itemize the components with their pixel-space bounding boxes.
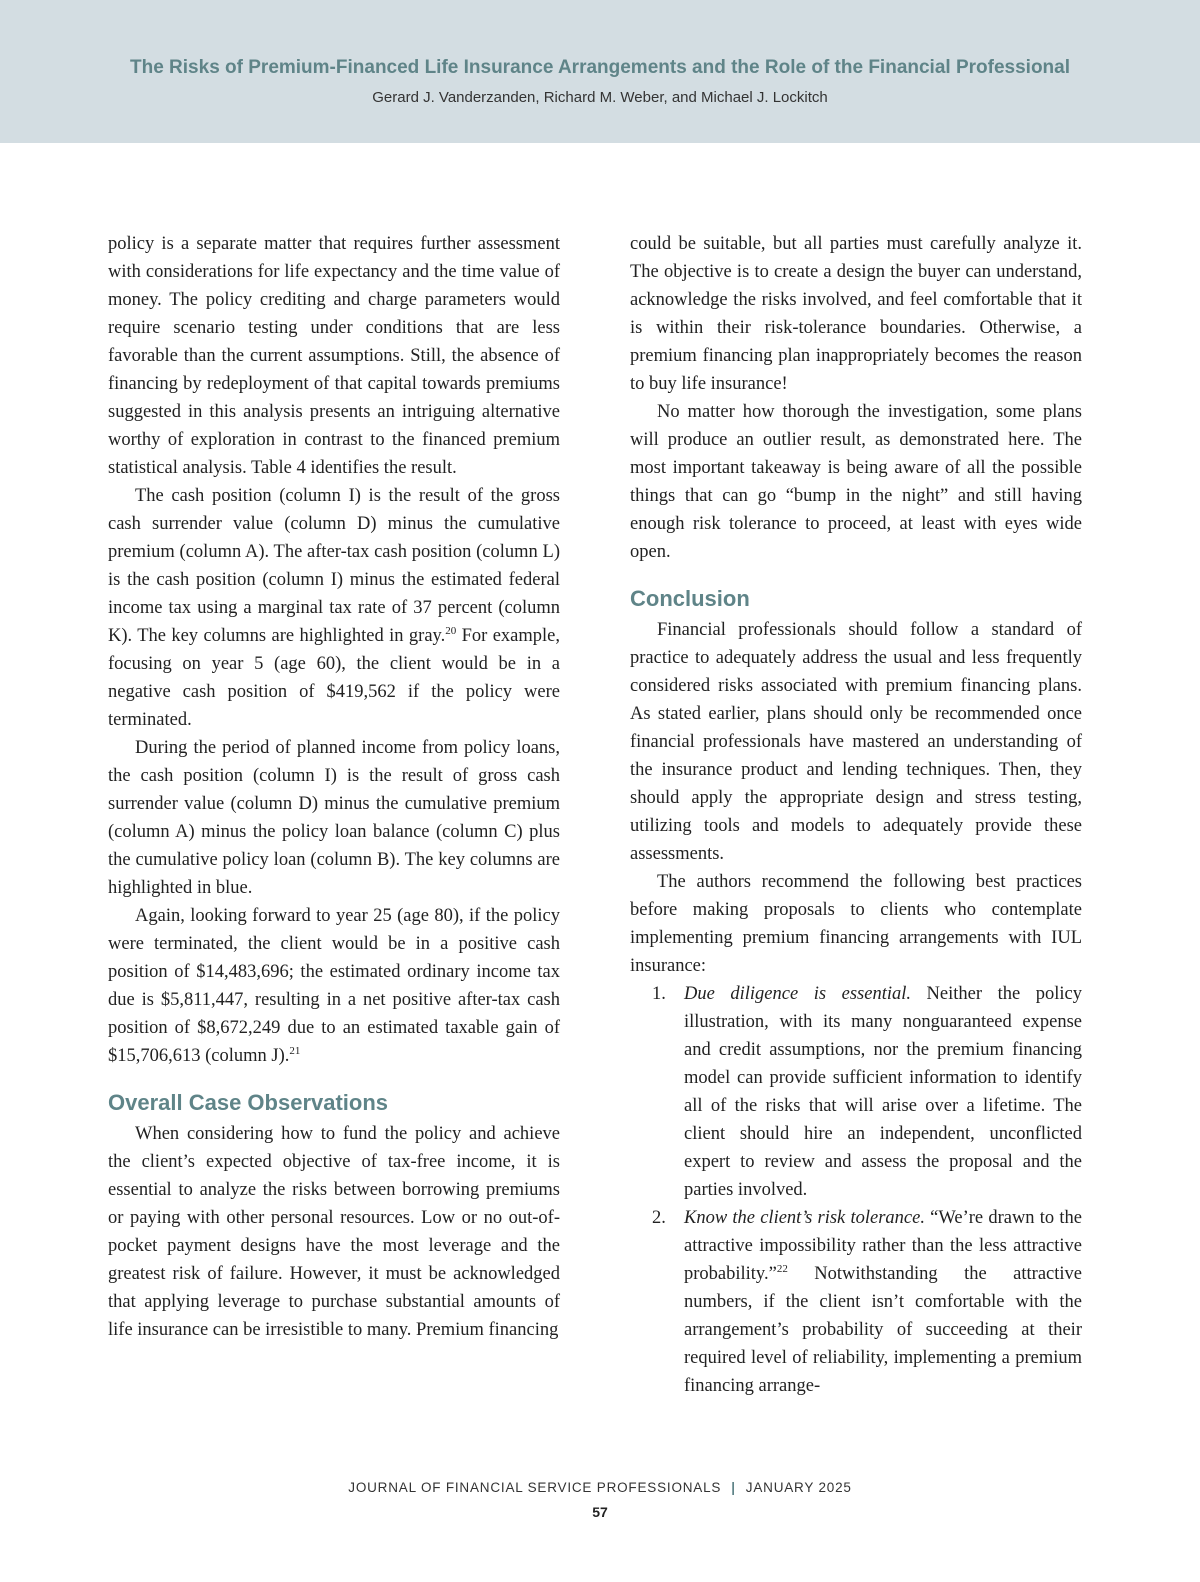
- left-column: [108, 230, 560, 1344]
- article-title: The Risks of Premium-Financed Life Insurance Arrangements and the Role of the Financial Professional: [130, 57, 1070, 78]
- body-paragraph: could be suitable, but all parties must carefully analyze it. The objective is to create a design the buyer can understand, acknowledge the risks involved, and feel comfortable that it is within their risk-tolerance boundaries. Otherwise, a premium financing plan inappropriately becomes the reason to buy life insurance!: [630, 234, 1082, 394]
- footer-separator: |: [731, 1480, 736, 1495]
- body-paragraph: No matter how thorough the investigation, some plans will produce an outlier result, as demonstrated here. The most important takeaway is being aware of all the possible things that can go “bump in the night” and still having enough risk tolerance to proceed, at least with eyes wide open.: [630, 402, 1082, 562]
- article-authors: Gerard J. Vanderzanden, Richard M. Weber, and Michael J. Lockitch: [372, 89, 828, 106]
- list-item: 1. Due diligence is essential. Neither the policy illustration, with its many nonguaranteed expense and credit assumptions, nor the premium financing model can provide sufficient information to identify all of the risks that will arise over a lifetime. The client should hire an independent, unconflicted expert to review and assess the proposal and the parties involved.: [652, 984, 1082, 1200]
- recommendations-list: [630, 980, 1082, 1400]
- footnote-ref: 21: [289, 1044, 301, 1057]
- body-paragraph: When considering how to fund the policy and achieve the client’s expected objective of tax-free income, it is essential to analyze the risks between borrowing premiums or paying with other personal resources. Low or no out-of-pocket payment designs have the most leverage and the greatest risk of failure. However, it must be acknowledged that applying leverage to purchase substantial amounts of life insurance can be irresistible to many. Premium financing: [108, 1124, 560, 1340]
- list-item: 2. Know the client’s risk tolerance. “We’re drawn to the attractive impossibility rather than the less attractive probability.”$^{22}$ Notwithstanding the attractive numbers, if the client isn’t comfortable with the arrangement’s probability of succeeding at their required level of reliability, implementing a premium financing arrange-: [652, 1208, 1082, 1396]
- body-paragraph: The authors recommend the following best practices before making proposals to clients who contemplate implementing premium financing arrangements with IUL insurance:: [630, 872, 1082, 976]
- footnote-ref: 22: [776, 1262, 788, 1275]
- footer-journal: JOURNAL OF FINANCIAL SERVICE PROFESSIONALS | JANUARY 2025: [348, 1480, 852, 1495]
- section-heading: Overall Case Observations: [108, 1090, 389, 1115]
- right-column: [630, 230, 1082, 1400]
- body-paragraph: Again, looking forward to year 25 (age 80), if the policy were terminated, the client would be in a positive cash position of $14,483,696; the estimated ordinary income tax due is $5,811,447, resulting in a net positive after-tax cash position of $8,672,249 due to an estimated taxable gain of $15,706,613 (column J).$^{21}$: [108, 906, 560, 1066]
- body-paragraph: The cash position (column I) is the result of the gross cash surrender value (column D) minus the cumulative premium (column A). The after-tax cash position (column L) is the cash position (column I) minus the estimated federal income tax using a marginal tax rate of 37 percent (column K). The key columns are highlighted in gray.$^{20}$ For example, focusing on year 5 (age 60), the client would be in a negative cash position of $419,562 if the policy were terminated.: [108, 486, 560, 730]
- body-paragraph: policy is a separate matter that requires further assessment with considerations for life expectancy and the time value of money. The policy crediting and charge parameters would require scenario testing under conditions that are less favorable than the current assumptions. Still, the absence of financing by redeployment of that capital towards premiums suggested in this analysis presents an intriguing alternative worthy of exploration in contrast to the financed premium statistical analysis. Table 4 identifies the result.: [108, 234, 560, 478]
- page-number: 57: [592, 1504, 608, 1520]
- body-paragraph: Financial professionals should follow a standard of practice to adequately address the usual and less frequently considered risks associated with premium financing plans. As stated earlier, plans should only be recommended once financial professionals have mastered an understanding of the insurance product and lending techniques. Then, they should apply the appropriate design and stress testing, utilizing tools and models to adequately provide these assessments.: [630, 620, 1082, 864]
- footnote-ref: 20: [445, 624, 457, 637]
- section-heading: Conclusion: [630, 586, 750, 611]
- body-paragraph: During the period of planned income from policy loans, the cash position (column I) is the result of gross cash surrender value (column D) minus the cumulative premium (column A) minus the policy loan balance (column C) plus the cumulative policy loan (column B). The key columns are highlighted in blue.: [108, 738, 560, 898]
